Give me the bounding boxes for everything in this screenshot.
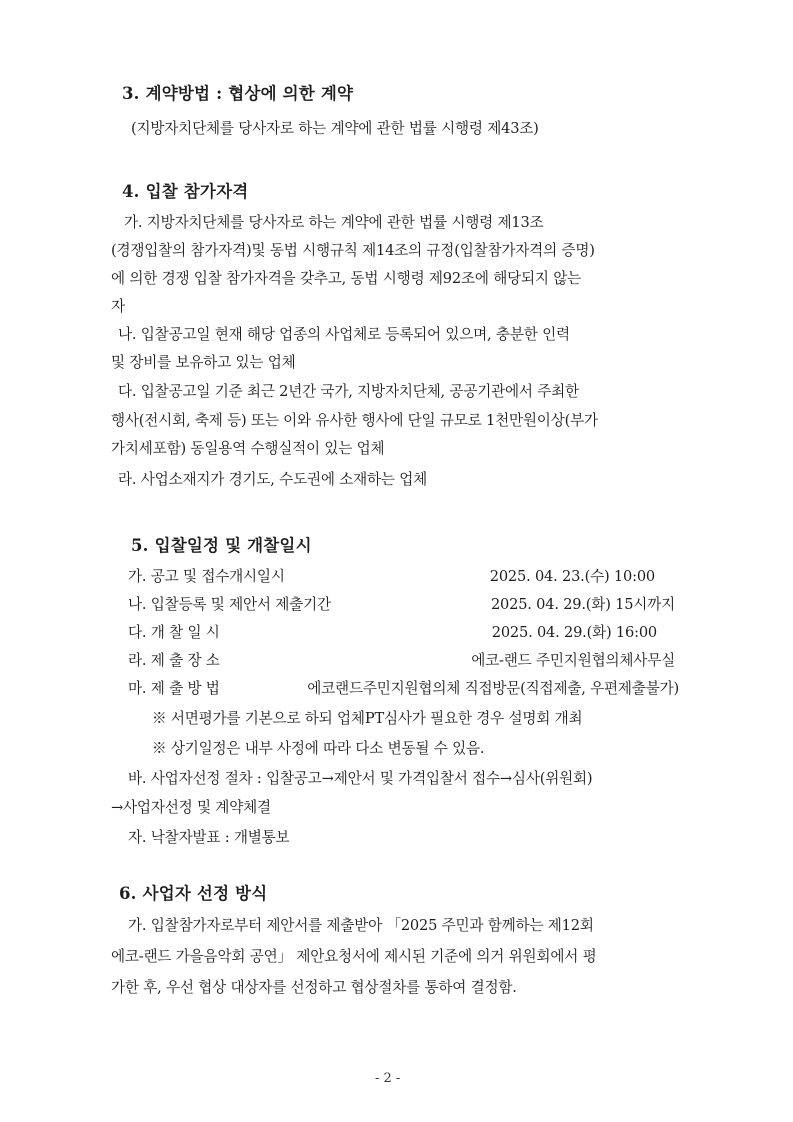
schedule-row-label: 마. 제 출 방 법	[128, 680, 220, 697]
section-4-da-line-1: 다. 입찰공고일 기준 최근 2년간 국가, 지방자치단체, 공공기관에서 주최한	[118, 383, 579, 400]
schedule-row-label: 다. 개 찰 일 시	[128, 624, 220, 641]
section-6-heading: 6. 사업자 선정 방식	[119, 884, 268, 903]
section-4-ga-line-4: 자	[111, 298, 125, 315]
section-4-ga-line-3: 에 의한 경쟁 입찰 참가자격을 갖추고, 동법 시행령 제92조에 해당되지 않는	[111, 270, 582, 287]
section-4-da-line-3: 가치세포함) 동일용역 수행실적이 있는 업체	[111, 440, 385, 457]
section-4-na-line-1: 나. 입찰공고일 현재 해당 업종의 사업체로 등록되어 있으며, 충분한 인력	[118, 326, 570, 343]
section-4-ra: 라. 사업소재지가 경기도, 수도권에 소재하는 업체	[118, 471, 428, 488]
schedule-row-label: 나. 입찰등록 및 제안서 제출기간	[128, 596, 331, 613]
page-number: - 2 -	[375, 1071, 401, 1086]
schedule-row-value: 에코랜드주민지원협의체 직접방문(직접제출, 우편제출불가)	[307, 680, 679, 697]
section-6-ga-line-1: 가. 입찰참가자로부터 제안서를 제출받아 「2025 주민과 함께하는 제12회	[128, 917, 594, 934]
section-5-heading: 5. 입찰일정 및 개찰일시	[131, 536, 312, 555]
schedule-row-value: 2025. 04. 29.(화) 16:00	[491, 624, 657, 641]
schedule-row-label: 라. 제 출 장 소	[128, 652, 220, 669]
schedule-row-value: 2025. 04. 29.(화) 15시까지	[490, 596, 675, 613]
selection-procedure-line-1: 바. 사업자선정 절차 : 입찰공고→제안서 및 가격입찰서 접수→심사(위원회)	[128, 770, 593, 787]
winner-announcement: 자. 낙찰자발표 : 개별통보	[128, 829, 290, 846]
section-3-note: (지방자치단체를 당사자로 하는 계약에 관한 법률 시행령 제43조)	[131, 120, 539, 137]
section-4-na-line-2: 및 장비를 보유하고 있는 업체	[111, 354, 296, 371]
schedule-row-value: 2025. 04. 23.(수) 10:00	[489, 568, 655, 585]
section-6-ga-line-3: 가한 후, 우선 협상 대상자를 선정하고 협상절차를 통하여 결정함.	[111, 979, 517, 996]
section-4-ga-line-1: 가. 지방자치단체를 당사자로 하는 계약에 관한 법률 시행령 제13조	[124, 214, 544, 231]
schedule-note: ※ 서면평가를 기본으로 하되 업체PT심사가 필요한 경우 설명회 개최	[152, 710, 583, 727]
selection-procedure-line-2: →사업자선정 및 계약체결	[111, 799, 271, 816]
schedule-note: ※ 상기일정은 내부 사정에 따라 다소 변동될 수 있음.	[152, 740, 485, 757]
section-4-heading: 4. 입찰 참가자격	[122, 182, 249, 201]
section-6-ga-line-2: 에코-랜드 가을음악회 공연」 제안요청서에 제시된 기준에 의거 위원회에서 평	[111, 948, 597, 965]
section-4-ga-line-2: (경쟁입찰의 참가자격)및 동법 시행규칙 제14조의 규정(입찰참가자격의 증명)	[111, 242, 595, 259]
section-3-heading: 3. 계약방법 : 협상에 의한 계약	[122, 84, 354, 103]
schedule-row-value: 에코-랜드 주민지원협의체사무실	[471, 652, 675, 669]
schedule-row-label: 가. 공고 및 접수개시일시	[128, 568, 285, 585]
section-4-da-line-2: 행사(전시회, 축제 등) 또는 이와 유사한 행사에 단일 규모로 1천만원이상(부가	[111, 412, 598, 429]
